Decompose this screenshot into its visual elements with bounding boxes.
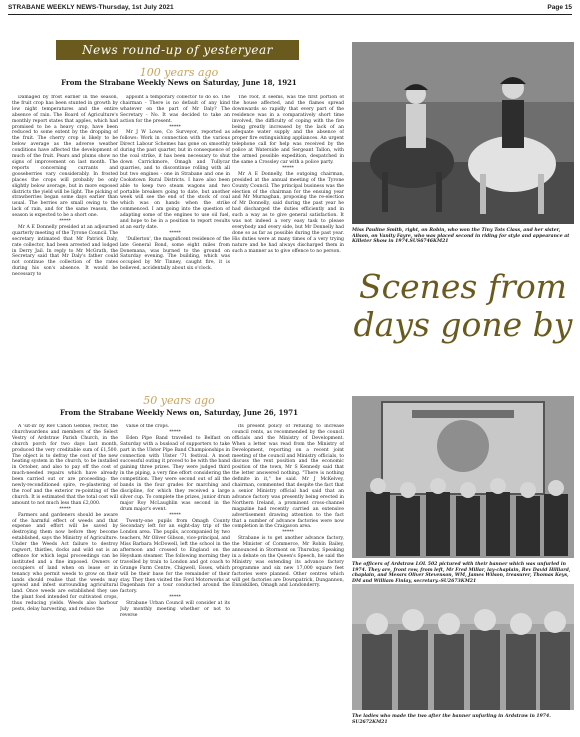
- article-column-1921-1: [12, 95, 118, 383]
- article-text: Eden Pipe Band travelled to Belfast on Saturday with a busload of supporters to take part in the Ulster Pipe Band Championships in connection with Ulster '71 festival. A most successful outing it proved to be with the band gaining three prizes. They were judged third in the piping, a very fine effort considering the competition. They were second out of all the bands in the four grades for marching and discipline, for which they received a large silver cup. To complete the prizes, junior drum major Roy McLaughlin was second in the drum major's event.: [120, 435, 230, 512]
- separator-stars: *****: [169, 429, 181, 435]
- page-number: Page 15: [547, 4, 572, 11]
- article-text: its present policy of refusing to increase council rents, as recommended by the council officials and the Ministry of Development. When a letter was read from the Ministry of Development, reporting on a recent joint meeting of the council and Ministry officials, to discuss the rent position and the economic position of the town, Mr S Kennedy said that the letter answered nothing. "There is nothing definite in it," he said. Mr J McKelvey, chairman, commented that despite the fact that a senior Ministry official had said that an advance factory was presently being erected in Northern Ireland, a prominent cross-channel magazine had recently carried an extensive advertisement drawing attention to the fact that a number of advance factories were now completion in the Craigavon area.: [232, 424, 344, 530]
- separator-stars: *****: [169, 124, 181, 130]
- separator-stars: *****: [59, 506, 71, 512]
- article-column-1971-1: [12, 424, 118, 730]
- separator-stars: *****: [282, 165, 294, 171]
- article-text: A 'sit-in' by Rev Canon Gebbie, rector, the churchwardens and members of the Select Vestry of Ardstraw Parish Church, in the church porch for two days last month, produced the very creditable sum of £1,500. The object is to defray the cost of the new heating system in the church, to be installed in October, and also to pay off the cost of much-needed repairs which have already been carried out or are proceeding: the newly-reconditioned spire, re-plastering of the roof and the exterior re-pointing of the church. It is estimated that the total cost will amount to not much less than £2,000.: [12, 424, 118, 506]
- header-rule: [8, 14, 572, 15]
- photo-caption-riders: Miss Pauline Smith, right, on Robin, who won the Tiny Tots Class, and her sister, Alison, on Vanity Fayre, who was placed second in riding for style and appearance at Killeter Show in 1974.SUS6746KM21: [352, 228, 570, 244]
- article-text: The roof, it seems, was the first portion of the house affected, and the flames spread downwards so rapidly that every part of the residence was in a comparatively short time involved, the difficulty of coping with the fire being greatly increased by the lack of an adequate water supply and the absence of proper fire extinguishing appliances. An urgent telephone call for help was received by the police at Waterside and Sergeant Tallon, with the armed possible expedition, despatched in the same a Crossley car with a police party.: [232, 95, 344, 165]
- article-text: 'Dullerton', the magnificent residence of the late General Bond, some eight miles from Donemana, was burned to the ground on Saturday evening. The building, which was occupied by Mr Tinney, caught fire, it is believed, accidentally about six o'clock.: [120, 236, 230, 272]
- photo-riders-killeter-show: [352, 42, 574, 224]
- section-banner: News round-up of yesteryear: [56, 40, 299, 60]
- article-column-1971-3: [232, 424, 344, 730]
- article-text: Strabane Urban Council will consider at its July monthly meeting whether or not to reverse: [120, 601, 230, 618]
- separator-stars: *****: [59, 219, 71, 225]
- photo-lodge-officers-banner: [352, 396, 574, 558]
- article-text: Mr A E Donnelly, the outgoing chairman, presided at the annual meeting of the Tyrone County Council. The principal business was the election of the chairman for the ensuing year and Mr Murnaghan, proposing the re-election of Mr Donnelly, said during the past year he had discharged the duties efficiently and in such a way as to give general satisfaction. It was not indeed a very easy task to please everybody and every side, but Mr Donnelly had done so as far as possible during the past year. His duties were at many times of a very trying nature and he had always discharged them in such a manner as to give offence to no person.: [232, 171, 344, 254]
- photo-caption-officers: The officers of Ardstraw LOL 502 pictured with their banner which was unfurled in 1974. They are, front row, from left, Mr Fred Millar, lay-chaplain, Rev David Hilliard, chaplain, and Messrs Oliver Stevenson, WM, James Wilson, treasurer, Thomas Keys, DM and William Finlay, secretary.-SU2673KM21: [352, 562, 571, 584]
- era-heading-100: 100 years ago: [139, 66, 219, 79]
- article-text: Farmers and gardeners should be aware of the harmful effect of weeds and that expense and effort will be saved by destroying them now before they become established, says the Ministry of Agriculture. Under the Weeds Act failure to destroy ragwort, thistles, docks and wild oat is an offence for which legal proceedings can be instituted and a fine imposed. Owners or occupiers of land when on lease or in tenancy who permit weeds to grow on their lands should realise that the weeds may spread and infest surrounding agricultural land. Once weeds are established they use the plant food intended for cultivated crops, thus reducing yields. Weeds also harbour pests, delay harvesting, and reduce the: [12, 512, 118, 613]
- article-text: appoint a temporary collector to do so. The chairman - There is no default of any kind whatever on the part of Mr Daly? The Secretary - No. It was decided to take an action for the present.: [120, 95, 230, 124]
- article-column-1921-2: [120, 95, 230, 383]
- ladies-photo-illustration: [352, 584, 574, 710]
- officers-photo-illustration: [352, 396, 574, 558]
- source-line-1921: From the Strabane Weekly News on Saturday, June 18, 1921: [61, 78, 297, 87]
- article-column-1971-2: [120, 424, 230, 730]
- separator-stars: *****: [169, 595, 181, 601]
- article-text: Mr A E Donnelly presided at an adjourned quarterly meeting of the Tyrone Council. The secretary intimated that Mr Patrick Daly, rate collector, had been arrested and lodged in Derry Jail. In reply to Mr McGrath, the Secretary said that Mr Daly's father could not continue the collection of the rates during his son's absence. It would be necessary to: [12, 224, 118, 278]
- photo-caption-ladies: The ladies who made the two after the banner unfurling in Ardstraw in 1974. SU2672KM21: [352, 714, 551, 725]
- riders-photo-illustration: [352, 42, 574, 224]
- source-line-1971: From the Strabane Weekly News on, Saturday, June 26, 1971: [59, 408, 299, 417]
- separator-stars: *****: [282, 530, 294, 536]
- article-text: Mr J W Lowe, Co Surveyor, reported as follows: Work in connection with the various Direct Labour Schemes has gone on smoothly during the past quarter, but in consequence of the coal strike, it has been necessary to shut down Carrickmore, Omagh and Tullycar quarries, and to discontinue rolling with all but two engines - one in Strabane and one in Cookstown Rural Districts. I have also been able to keep two steam wagons and two portable breakers going to date, but another week will see the end of the stock of coal which was on hands when the strike commenced. I am going into the question of adapting some of the engines to use oil fuel, and hope to be in a position to report results at an early date.: [120, 130, 230, 230]
- publication-header: STRABANE WEEKLY NEWS-Thursday, 1st July 2021: [8, 4, 174, 11]
- separator-stars: *****: [169, 512, 181, 518]
- article-text: Twenty-one pupils from Omagh County Secondary left for an eight-day trip of the London area. The pupils, accompanied by two teachers, Mr Oliver Gibson, vice-principal, and Miss Barbara McDowell, left the school in the afternoon and crossed to England on the Heysham steamer. The following morning they travelled by train to London and got coach to Grange Farm Centre, Chigwell, Essex, which will be their base for the remainder of their stay. They then visited the Ford Motorworks at Dagenham for a tour conducted around the factory.: [120, 518, 230, 595]
- article-text: Damaged by frost earlier in the season, the fruit crop has been stunted in growth by low night temperatures and the entire absence of rain. The Board of Agriculture's monthly report states that apples, which had promised to be a heavy crop, have been reduced to some extent by the dropping of the fruit. The cherry crop is likely to be below average as the adverse weather conditions have affected the development of much of the fruit. Pears and plums show no signs of improvement on last month. The reports concerning currants and gooseberries vary considerably. In frosted places the crops will probably be only slightly below average, but in more exposed districts the yield will be light. The picking of strawberries began some days earlier than usual. The berries are small owing to the lack of rain, and for the same reason, the season is expected to be a short one.: [12, 95, 118, 219]
- photo-ladies-tea: [352, 584, 574, 710]
- article-column-1921-3: [232, 95, 344, 383]
- scenes-title: Scenes from days gone by: [353, 267, 573, 344]
- separator-stars: *****: [169, 230, 181, 236]
- era-heading-50: 50 years ago: [143, 394, 215, 407]
- article-text: value of the crops.: [126, 424, 170, 429]
- article-text: Strabane is to get another advance factory, the Minister of Commerce, Mr Robin Bailey, announced in Stormont on Thursday. Speaking in a debate on the Queen's Speech, he said the Ministry was extending its advance factory programme and six new 17,000 square feet factories were planned. Other centres which will get factories are Downpatrick, Dungannon, Enniskillen, Omagh and Londonderry.: [232, 536, 344, 589]
